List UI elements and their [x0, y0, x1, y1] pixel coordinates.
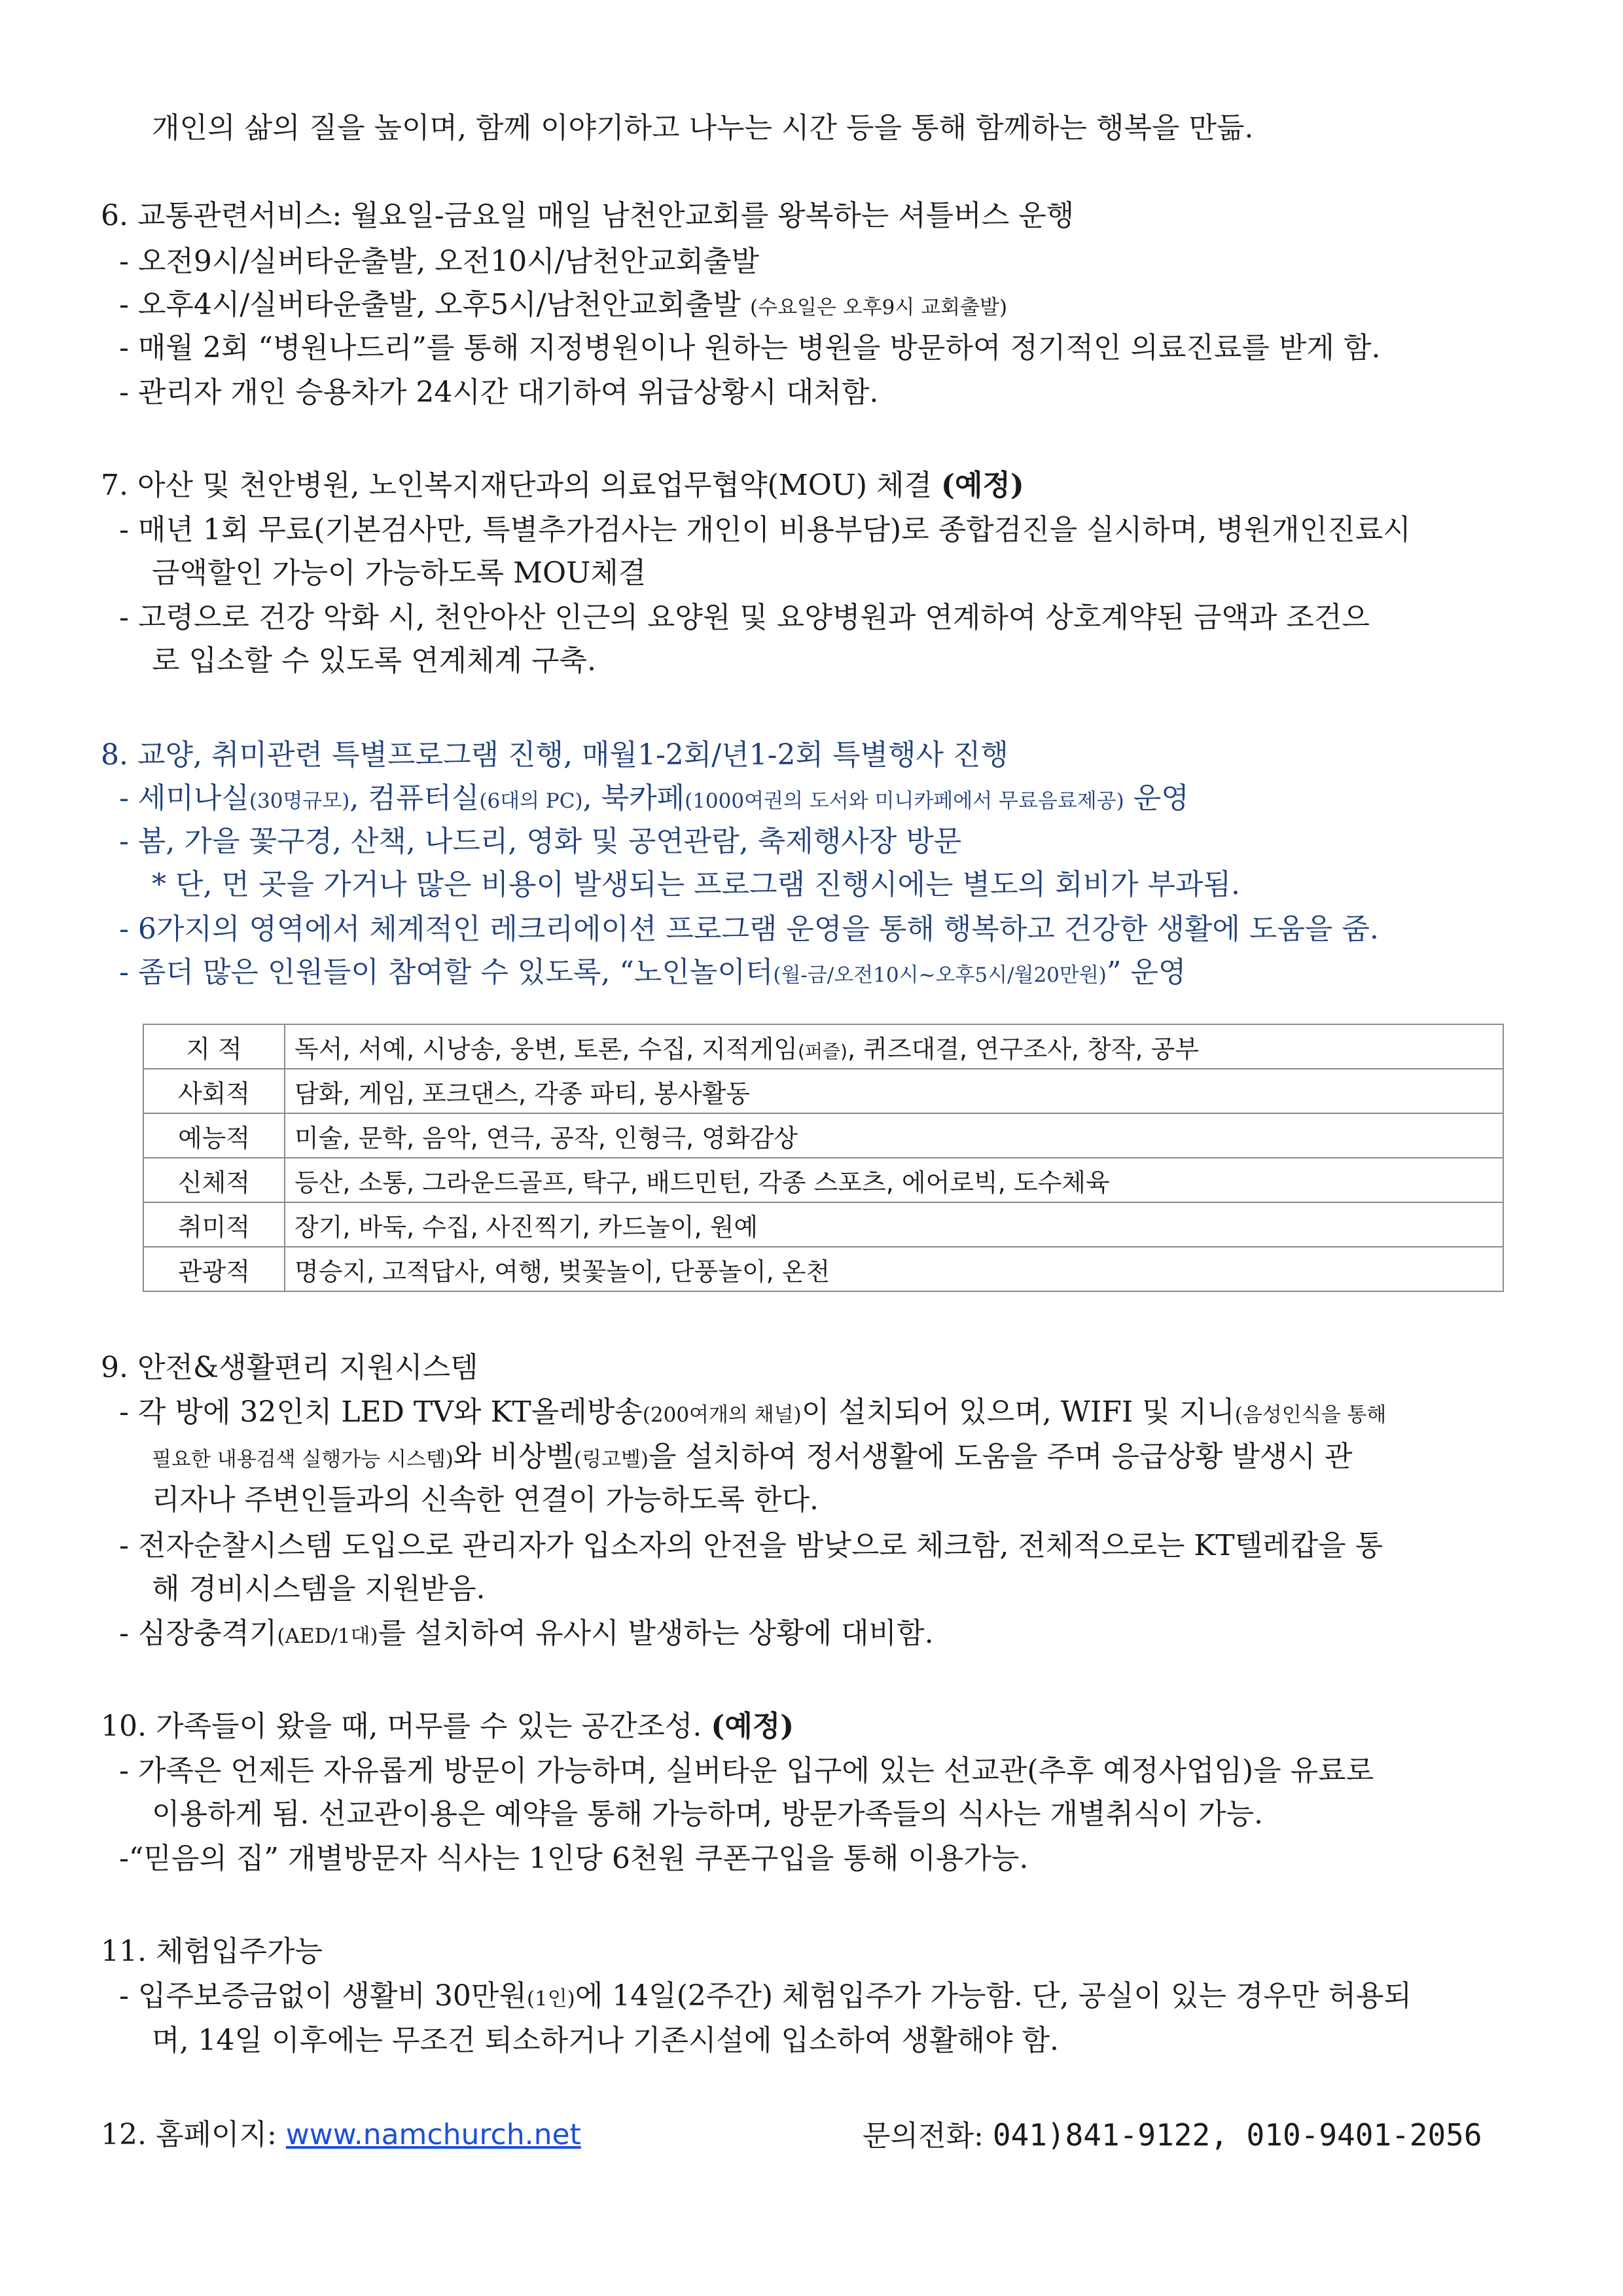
phone-numbers: 041)841-9122, 010-9401-2056	[992, 2117, 1482, 2153]
section-8-line-2: - 봄, 가을 꽃구경, 산책, 나드리, 영화 및 공연관람, 축제행사장 방문	[119, 825, 962, 858]
section-7-line-1b: 금액할인 가능이 가능하도록 MOU체결	[152, 556, 647, 590]
section-11-line-1b: 며, 14일 이후에는 무조건 퇴소하거나 기존시설에 입소하여 생활해야 함.	[152, 2024, 1059, 2057]
section-8-line-2-note: * 단, 먼 곳을 가거나 많은 비용이 발생되는 프로그램 진행시에는 별도의 회비가 부과됨.	[152, 868, 1240, 901]
section-6-line-1: - 오전9시/실버타운출발, 오전10시/남천안교회출발	[119, 245, 760, 278]
section-8-line-4: - 좀더 많은 인원들이 참여할 수 있도록, “노인놀이터(월-금/오전10시~오후5시/월20만원)” 운영	[119, 956, 1186, 989]
section-9-line-2b: 해 경비시스템을 지원받음.	[152, 1572, 486, 1605]
section-12-homepage: 12. 홈페이지: www.namchurch.net	[101, 2118, 581, 2151]
items-cell: 명승지, 고적답사, 여행, 벚꽃놀이, 단풍놀이, 온천	[285, 1247, 1503, 1291]
items-cell: 독서, 서예, 시낭송, 웅변, 토론, 수집, 지적게임(퍼즐), 퀴즈대결, 연구조사, 창작, 공부	[285, 1024, 1503, 1069]
category-cell: 예능적	[143, 1113, 285, 1158]
section-8-line-1: - 세미나실(30명규모), 컴퓨터실(6대의 PC), 북카페(1000여권의 도서와 미니카페에서 무료음료제공) 운영	[119, 781, 1189, 815]
section-8-title: 8. 교양, 취미관련 특별프로그램 진행, 매월1-2회/년1-2회 특별행사 진행	[101, 738, 1008, 772]
section-7-line-2: - 고령으로 건강 악화 시, 천안아산 인근의 요양원 및 요양병원과 연계하여 상호계약된 금액과 조건으	[119, 601, 1370, 634]
section-7-line-1: - 매년 1회 무료(기본검사만, 특별추가검사는 개인이 비용부담)로 종합검진을 실시하며, 병원개인진료시	[119, 513, 1411, 547]
section-9-title: 9. 안전&생활편리 지원시스템	[101, 1351, 478, 1384]
category-cell: 지 적	[143, 1024, 285, 1069]
intro-text: 개인의 삶의 질을 높이며, 함께 이야기하고 나누는 시간 등을 통해 함께하는 행복을 만듦.	[152, 111, 1254, 145]
homepage-link[interactable]: www.namchurch.net	[285, 2118, 581, 2151]
category-cell: 사회적	[143, 1069, 285, 1113]
section-7-tag: (예정)	[941, 469, 1024, 502]
category-cell: 관광적	[143, 1247, 285, 1291]
section-9-line-3: - 심장충격기(AED/1대)를 설치하여 유사시 발생하는 상황에 대비함.	[119, 1617, 934, 1650]
items-cell: 미술, 문학, 음악, 연극, 공작, 인형극, 영화감상	[285, 1113, 1503, 1158]
section-6-line-2: - 오후4시/실버타운출발, 오후5시/남천안교회출발 (수요일은 오후9시 교회출발)	[119, 288, 1008, 321]
section-11-title: 11. 체험입주가능	[101, 1935, 323, 1968]
category-cell: 신체적	[143, 1158, 285, 1202]
section-11-line-1: - 입주보증금없이 생활비 30만원(1인)에 14일(2주간) 체험입주가 가능함. 단, 공실이 있는 경우만 허용되	[119, 1979, 1412, 2013]
section-10-tag: (예정)	[711, 1710, 794, 1743]
items-cell: 담화, 게임, 포크댄스, 각종 파티, 봉사활동	[285, 1069, 1503, 1113]
table-row	[143, 1202, 1503, 1247]
table-row	[143, 1024, 1503, 1069]
section-10-title: 10. 가족들이 왔을 때, 머무를 수 있는 공간조성. (예정)	[101, 1710, 794, 1743]
recreation-program-table	[143, 1024, 1504, 1292]
section-10-line-1: - 가족은 언제든 자유롭게 방문이 가능하며, 실버타운 입구에 있는 선교관(추후 예정사업임)을 유료로	[119, 1754, 1374, 1787]
contact-phone: 문의전화: 041)841-9122, 010-9401-2056	[863, 2117, 1482, 2153]
items-cell: 등산, 소통, 그라운드골프, 탁구, 배드민턴, 각종 스포츠, 에어로빅, 도수체육	[285, 1158, 1503, 1202]
section-9-line-2: - 전자순찰시스템 도입으로 관리자가 입소자의 안전을 밤낮으로 체크함, 전체적으로는 KT텔레캅을 통	[119, 1529, 1383, 1562]
items-cell: 장기, 바둑, 수집, 사진찍기, 카드놀이, 원예	[285, 1202, 1503, 1247]
section-6-line-4: - 관리자 개인 승용차가 24시간 대기하여 위급상황시 대처함.	[119, 376, 879, 409]
section-10-line-2: -“믿음의 집” 개별방문자 식사는 1인당 6천원 쿠폰구입을 통해 이용가능.	[119, 1842, 1029, 1875]
section-6-line-2-note: (수요일은 오후9시 교회출발)	[750, 296, 1008, 319]
table-row	[143, 1113, 1503, 1158]
section-8-line-3: - 6가지의 영역에서 체계적인 레크리에이션 프로그램 운영을 통해 행복하고 건강한 생활에 도움을 줌.	[119, 912, 1379, 946]
section-6-line-3: - 매월 2회 “병원나드리”를 통해 지정병원이나 원하는 병원을 방문하여 정기적인 의료진료를 받게 함.	[119, 331, 1381, 365]
section-9-line-1b: 필요한 내용검색 실행가능 시스템)와 비상벨(링고벨)을 설치하여 정서생활에 도움을 주며 응급상황 발생시 관	[152, 1440, 1353, 1473]
category-cell: 취미적	[143, 1202, 285, 1247]
table-row	[143, 1158, 1503, 1202]
table-row	[143, 1069, 1503, 1113]
section-9-line-1c: 리자나 주변인들과의 신속한 연결이 가능하도록 한다.	[152, 1483, 819, 1516]
section-10-line-1b: 이용하게 됨. 선교관이용은 예약을 통해 가능하며, 방문가족들의 식사는 개별취식이 가능.	[152, 1797, 1263, 1831]
section-9-line-1: - 각 방에 32인치 LED TV와 KT올레방송(200여개의 채널)이 설치되어 있으며, WIFI 및 지니(음성인식을 통해	[119, 1395, 1387, 1429]
section-7-title: 7. 아산 및 천안병원, 노인복지재단과의 의료업무협약(MOU) 체결 (예정)	[101, 469, 1024, 502]
section-7-line-2b: 로 입소할 수 있도록 연계체계 구축.	[152, 644, 596, 677]
table-row	[143, 1247, 1503, 1291]
section-6-title: 6. 교통관련서비스: 월요일-금요일 매일 남천안교회를 왕복하는 셔틀버스 운행	[101, 199, 1075, 232]
